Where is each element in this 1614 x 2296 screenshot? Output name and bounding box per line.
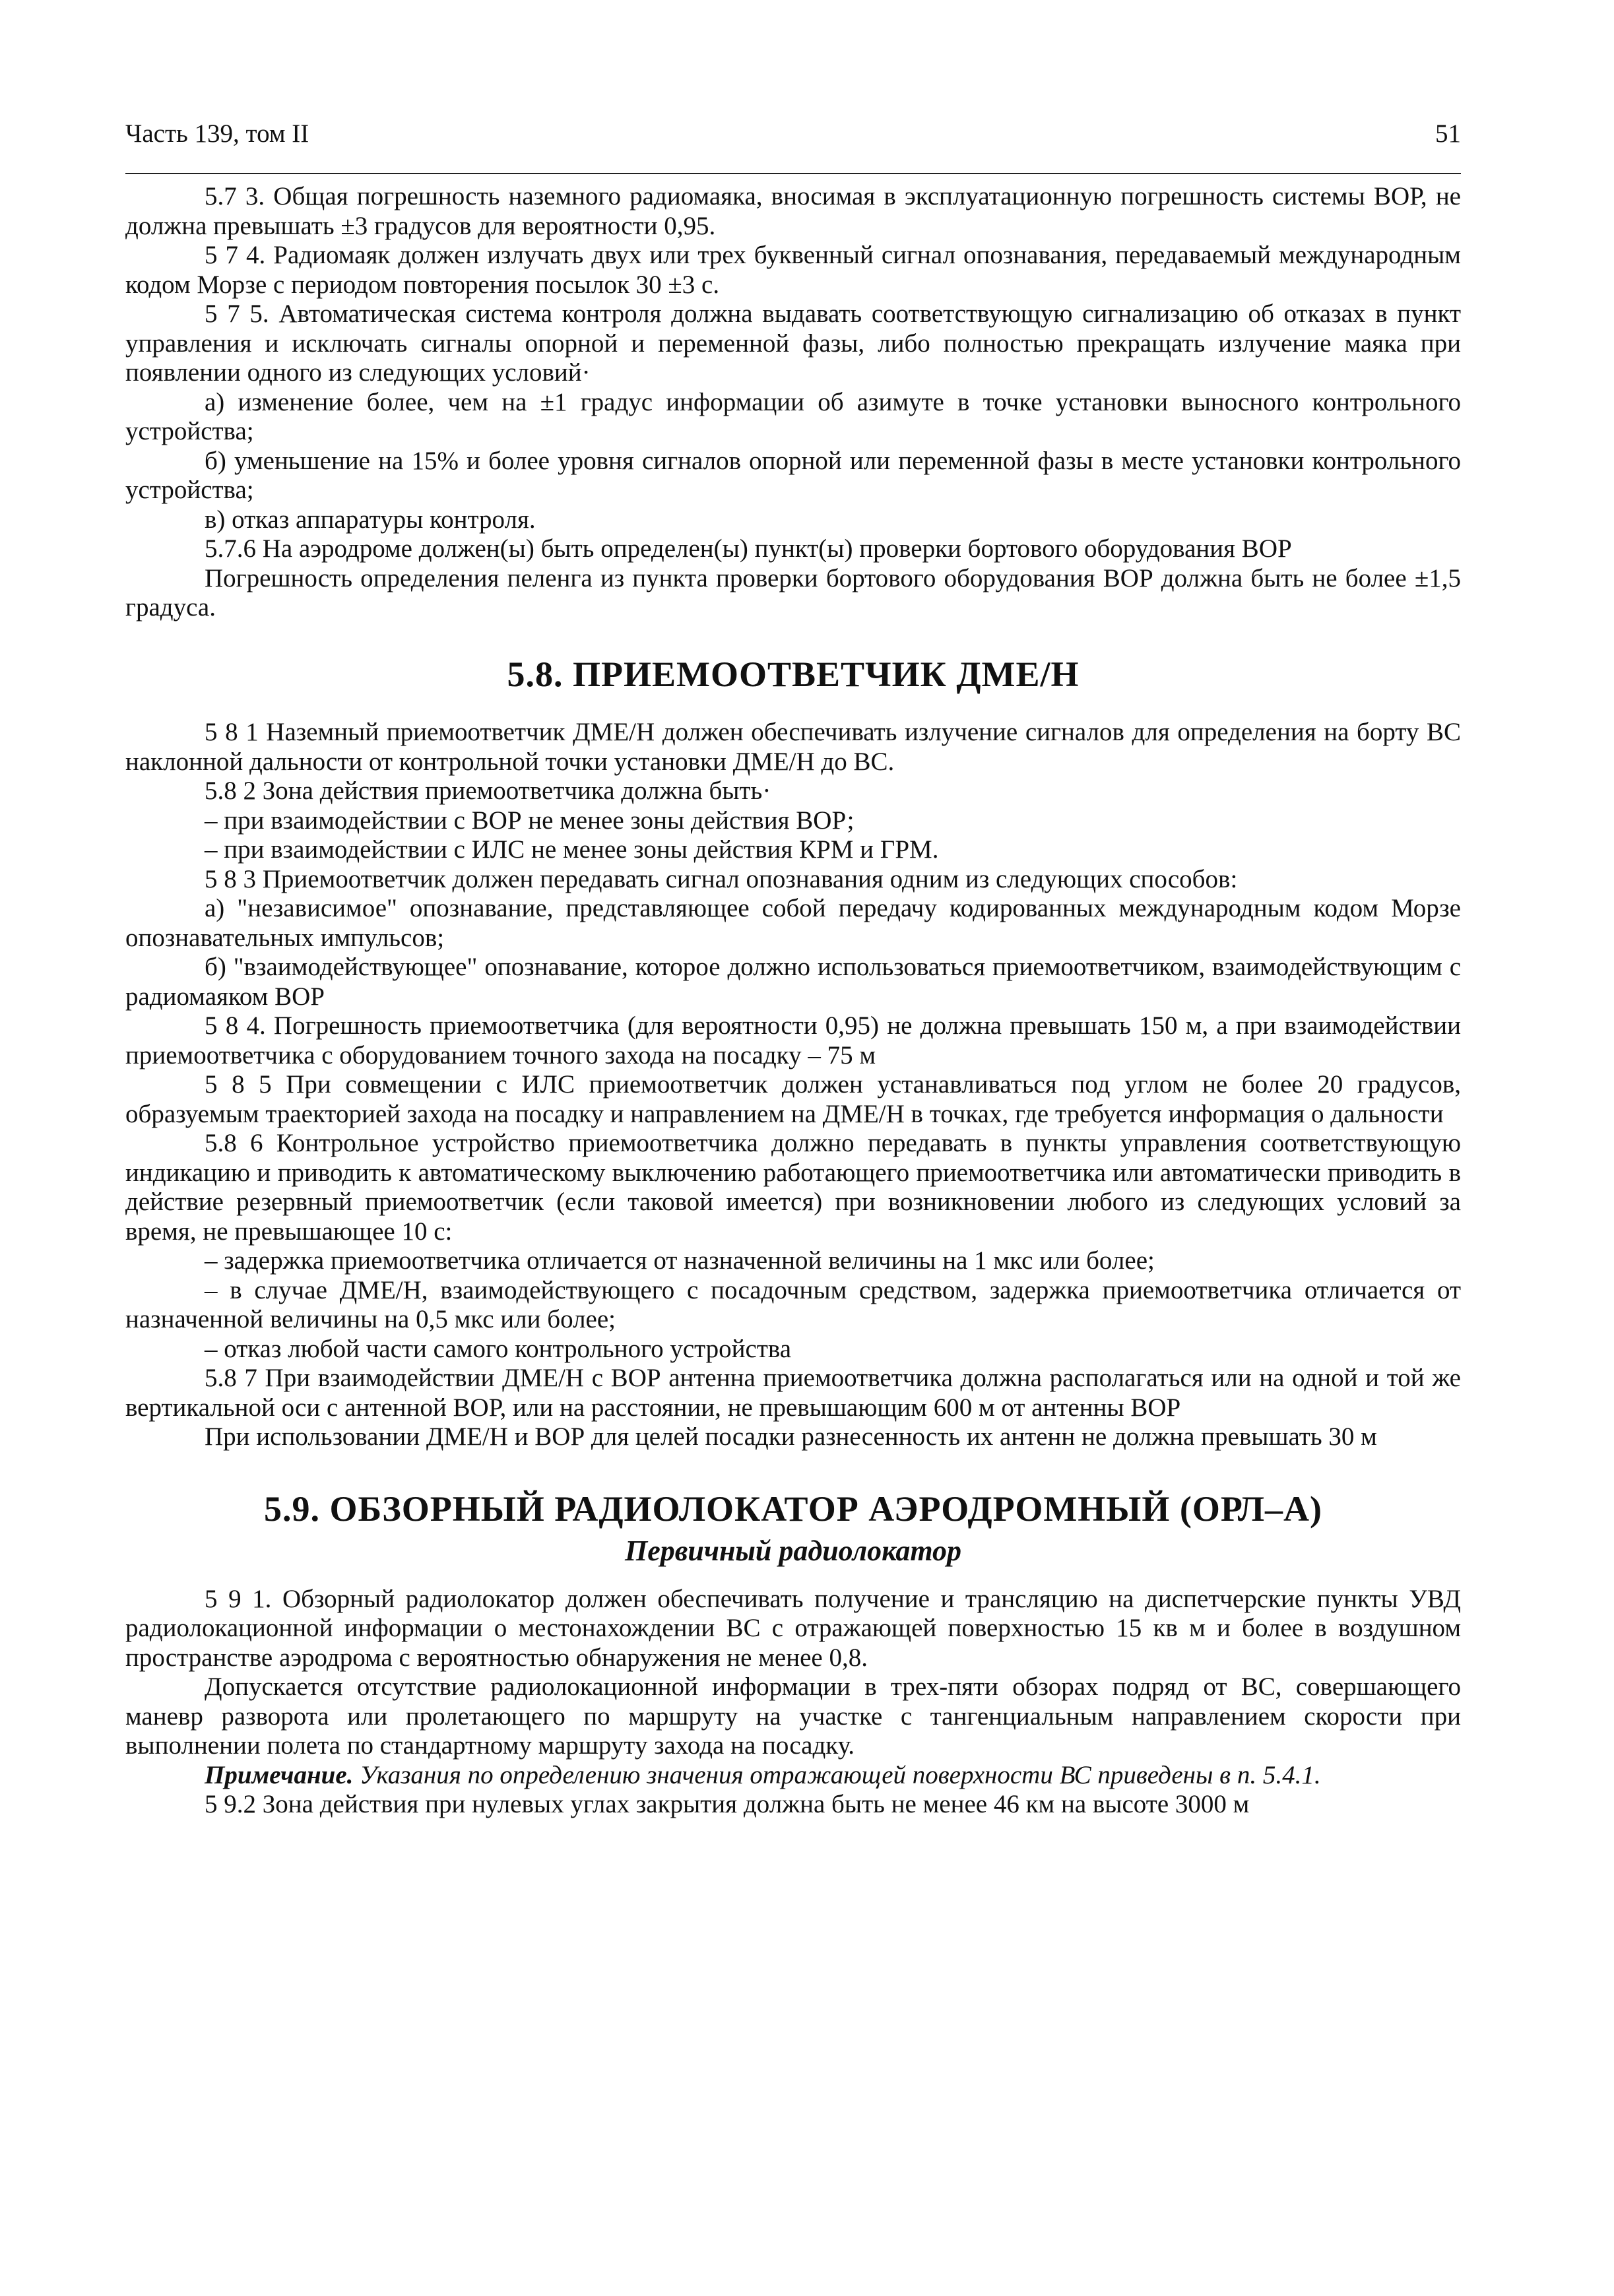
page-header [125, 112, 1461, 174]
paragraph-5-8-5: 5 8 5 При совмещении с ИЛС приемоответчик должен устанавливаться под углом не более 20 градусов, образуемым траекторией захода на посадку и направлением на ДМЕ/Н в точках, где требуется информация о дальности [125, 1070, 1461, 1128]
list-item-a: а) "независимое" опознавание, представляющее собой передачу кодированных международным кодом Морзе опознавательных импульсов; [125, 894, 1461, 952]
list-item-dash: – при взаимодействии с ИЛС не менее зоны действия КРМ и ГРМ. [205, 835, 939, 864]
paragraph-bearing-error: Погрешность определения пеленга из пункта проверки бортового оборудования ВОР должна быть не более ±1,5 градуса. [125, 563, 1461, 622]
page-content [125, 182, 1461, 1820]
paragraph-5-8-3: 5 8 3 Приемоответчик должен передавать сигнал опознавания одним из следующих способов: [205, 864, 1238, 893]
section-heading-5-9: 5.9. ОБЗОРНЫЙ РАДИОЛОКАТОР АЭРОДРОМНЫЙ (ОРЛ–А) [264, 1488, 1322, 1529]
subsection-heading: Первичный радиолокатор [624, 1535, 962, 1567]
paragraph-5-9-2: 5 9.2 Зона действия при нулевых углах закрытия должна быть не менее 46 км на высоте 3000 м [205, 1790, 1250, 1818]
list-item-dash: – задержка приемоответчика отличается от назначенной величины на 1 мкс или более; [205, 1246, 1155, 1275]
paragraph-5-7-6: 5.7.6 На аэродроме должен(ы) быть определен(ы) пункт(ы) проверки бортового оборудования ВОР [205, 534, 1292, 563]
paragraph-5-8-4: 5 8 4. Погрешность приемоответчика (для вероятности 0,95) не должна превышать 150 м, а при взаимодействии приемоответчика с оборудованием точного захода на посадку – 75 м [125, 1011, 1461, 1069]
list-item-dash: – при взаимодействии с ВОР не менее зоны действия ВОР; [205, 806, 855, 835]
paragraph-5-8-7: 5.8 7 При взаимодействии ДМЕ/Н с ВОР антенна приемоответчика должна располагаться или на одной и той же вертикальной оси с антенной ВОР, или на расстоянии, не превышающим 600 м от антенны ВОР [125, 1364, 1461, 1422]
note-text: Указания по определению значения отражающей поверхности ВС приведены в п. 5.4.1. [360, 1760, 1321, 1789]
list-item-v: в) отказ аппаратуры контроля. [205, 505, 536, 534]
paragraph-info-absence: Допускается отсутствие радиолокационной информации в трех-пяти обзорах подряд от ВС, совершающего маневр разворота или пролетающего по маршруту на участке с тангенциальным направлением скорости при выполнении полета по стандартному маршруту захода на посадку. [125, 1673, 1461, 1760]
note-label: Примечание. [205, 1760, 354, 1789]
document-page [125, 112, 1461, 1820]
list-item-a: а) изменение более, чем на ±1 градус информации об азимуте в точке установки выносного контрольного устройства; [125, 387, 1461, 445]
list-item-dash: – в случае ДМЕ/Н, взаимодействующего с посадочным средством, задержка приемоответчика отличается от назначенной величины на 0,5 мкс или более; [125, 1275, 1461, 1333]
paragraph-5-8-6: 5.8 6 Контрольное устройство приемоответчика должно передавать в пункты управления соответствующую индикацию и приводить к автоматическому выключению работающего приемоответчика или автоматически приводить в действие резервный приемоответчик (если таковой имеется) при возникновении любого из следующих условий за время, не превышающее 10 с: [125, 1129, 1461, 1246]
list-item-b: б) уменьшение на 15% и более уровня сигналов опорной или переменной фазы в месте установки контрольного устройства; [125, 446, 1461, 504]
paragraph-antenna-separation: При использовании ДМЕ/Н и ВОР для целей посадки разнесенность их антенн не должна превышать 30 м [205, 1422, 1377, 1451]
paragraph-5-7-4: 5 7 4. Радиомаяк должен излучать двух или трех буквенный сигнал опознавания, передаваемый международным кодом Морзе с периодом повторения посылок 30 ±3 с. [125, 241, 1461, 299]
list-item-dash: – отказ любой части самого контрольного устройства [205, 1334, 792, 1363]
list-item-b: б) "взаимодействующее" опознавание, которое должно использоваться приемоответчиком, взаимодействующим с радиомаяком ВОР [125, 953, 1461, 1011]
paragraph-5-7-3: 5.7 3. Общая погрешность наземного радиомаяка, вносимая в эксплуатационную погрешность системы ВОР, не должна превышать ±3 градусов для вероятности 0,95. [125, 182, 1461, 240]
page-number: 51 [1435, 119, 1461, 148]
paragraph-5-9-1: 5 9 1. Обзорный радиолокатор должен обеспечивать получение и трансляцию на диспетчерские пункты УВД радиолокационной информации о местонахождении ВС с отражающей поверхностью 15 кв м и более в воздушном пространстве аэродрома с вероятностью обнаружения не менее 0,8. [125, 1584, 1461, 1672]
paragraph-5-8-2: 5.8 2 Зона действия приемоответчика должна быть· [205, 777, 771, 805]
paragraph-5-7-5: 5 7 5. Автоматическая система контроля должна выдавать соответствующую сигнализацию об отказах в пункт управления и исключать сигналы опорной и переменной фазы, либо полностью прекращать излучение маяка при появлении одного из следующих условий· [125, 300, 1461, 387]
section-heading-5-8: 5.8. ПРИЕМООТВЕТЧИК ДМЕ/Н [507, 654, 1080, 694]
paragraph-5-8-1: 5 8 1 Наземный приемоответчик ДМЕ/Н должен обеспечивать излучение сигналов для определения на борту ВС наклонной дальности от контрольной точки установки ДМЕ/Н до ВС. [125, 718, 1461, 776]
running-title: Часть 139, том II [125, 119, 309, 148]
note [125, 1761, 1461, 1791]
